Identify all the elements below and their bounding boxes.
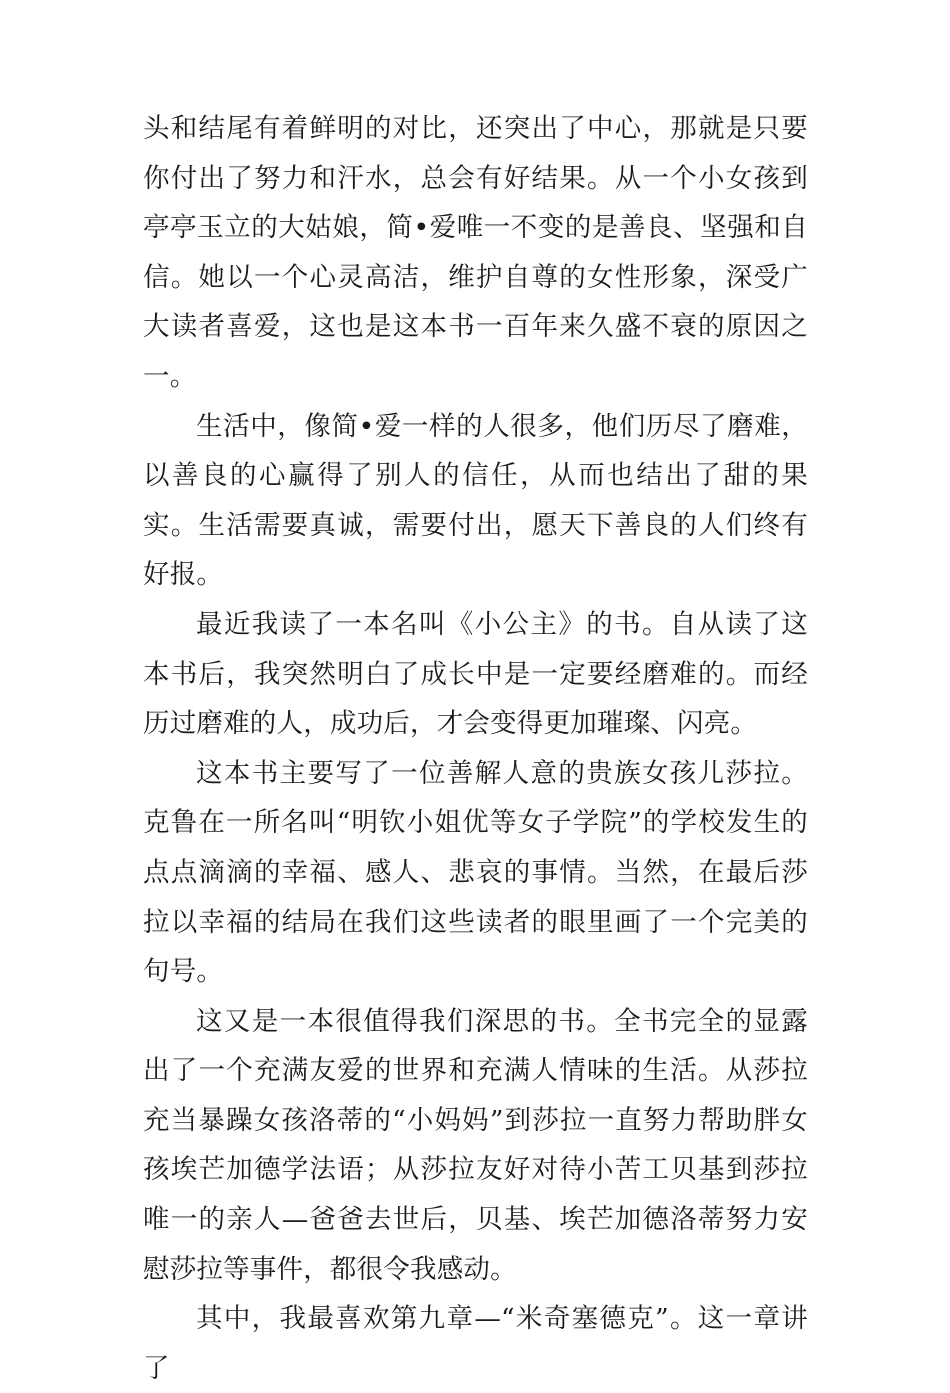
paragraph: 生活中，像简•爱一样的人很多，他们历尽了磨难，以善良的心赢得了别人的信任，从而也结出了甜的果实。生活需要真诚，需要付出，愿天下善良的人们终有好报。 (143, 410, 808, 591)
paragraph: 这本书主要写了一位善解人意的贵族女孩儿莎拉。克鲁在一所名叫“明钦小姐优等女子学院”的学校发生的点点滴滴的幸福、感人、悲哀的事情。当然，在最后莎拉以幸福的结局在我们这些读者的眼里画了一个完美的句号。 (143, 757, 808, 988)
paragraph: 头和结尾有着鲜明的对比，还突出了中心，那就是只要你付出了努力和汗水，总会有好结果。从一个小女孩到亭亭玉立的大姑娘，简•爱唯一不变的是善良、坚强和自信。她以一个心灵高洁，维护自尊的女性形象，深受广大读者喜爱，这也是这本书一百年来久盛不衰的原因之一。 (143, 113, 808, 392)
paragraph: 其中，我最喜欢第九章—“米奇塞德克”。这一章讲了 (143, 1303, 808, 1384)
paragraph: 最近我读了一本名叫《小公主》的书。自从读了这本书后，我突然明白了成长中是一定要经磨难的。而经历过磨难的人，成功后，才会变得更加璀璨、闪亮。 (143, 608, 808, 740)
body-text (143, 104, 808, 1393)
paragraph: 这又是一本很值得我们深思的书。全书完全的显露出了一个充满友爱的世界和充满人情味的生活。从莎拉充当暴躁女孩洛蒂的“小妈妈”到莎拉一直努力帮助胖女孩埃芒加德学法语；从莎拉友好对待小苦工贝基到莎拉唯一的亲人—爸爸去世后，贝基、埃芒加德洛蒂努力安慰莎拉等事件，都很令我感动。 (143, 1005, 808, 1285)
